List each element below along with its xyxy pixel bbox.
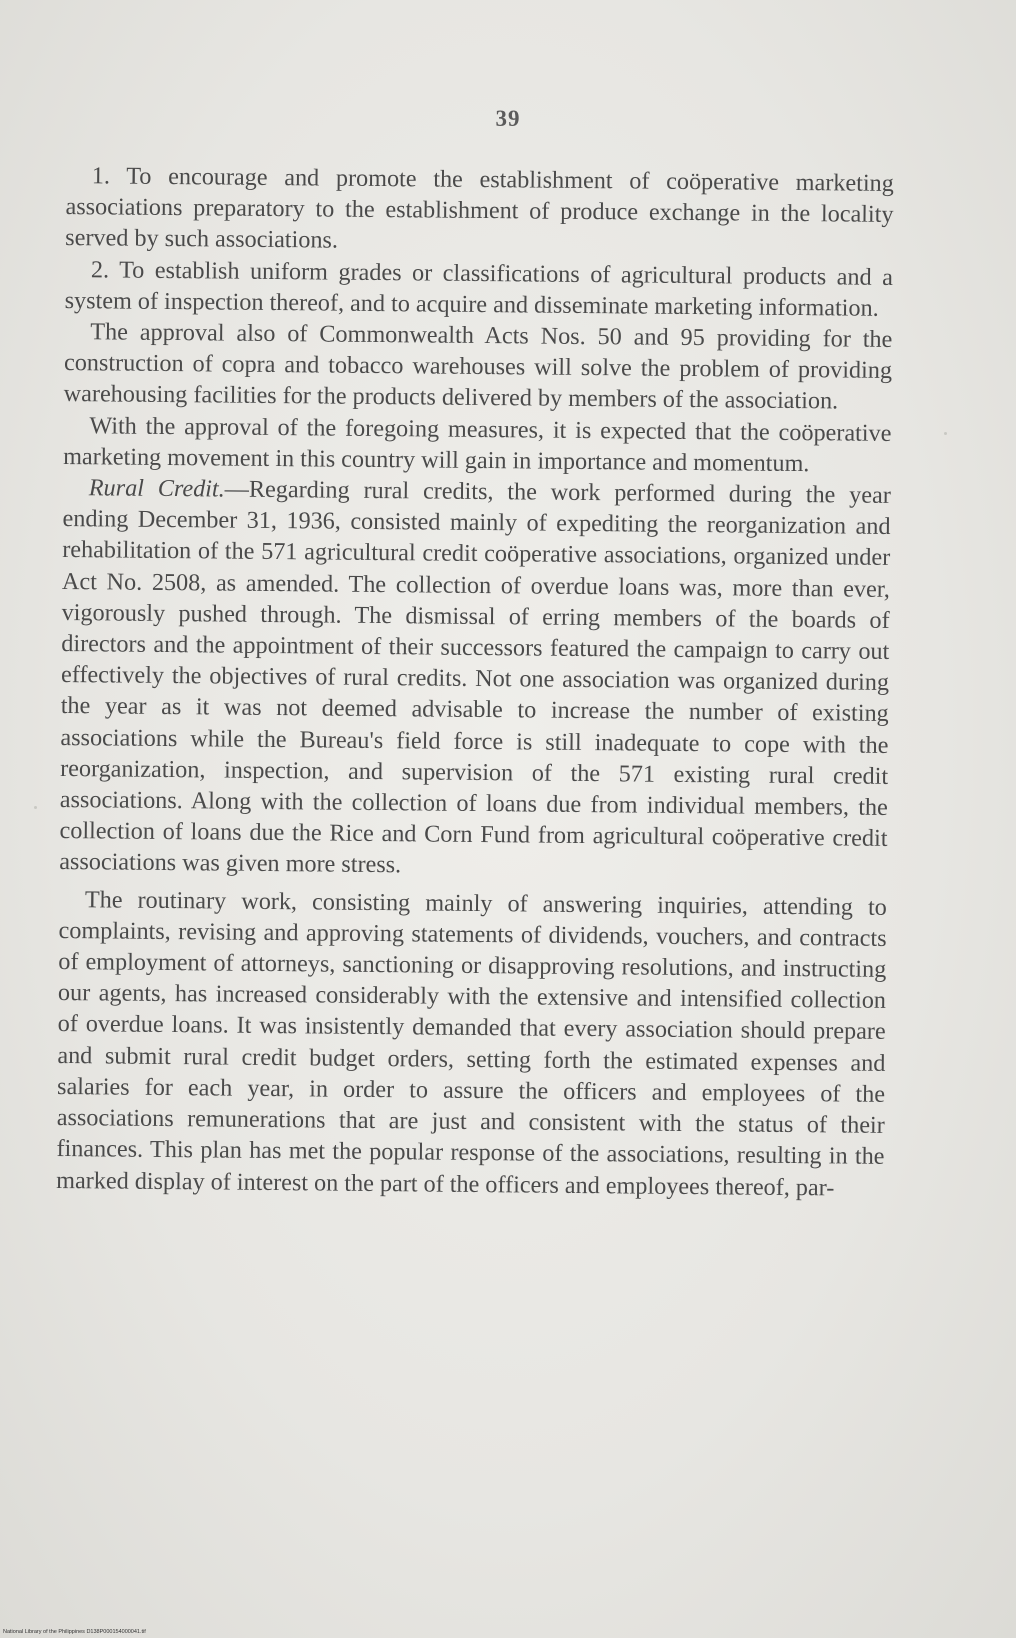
paragraph-foregoing-measures: With the approval of the foregoing measures, it is expected that the coöperative marketing movement in this country will gain in importance and momentum. xyxy=(63,411,892,477)
rural-credit-text: —Regarding rural credits, the work performed during the year ending December 31, 1936, consisted mainly of expediting the reorganization and rehabilitation of the 571 agricultural credit coöperative associations, organized under Act No. 2508, as amended. The collection of overdue loans was, more than ever, vigorously pushed through. The dismissal of erring members of the boards of directors and the appointment of their successors featured the campaign to carry out effectively the objectives of rural credits. Not one association was organized during the year as it was not deemed advisable to increase the number of existing associations while the Bureau's field force is still inadequate to cope with the reorganization, inspection, and supervision of the 571 existing rural credit associations. Along with the collection of loans due from individual members, the collection of loans due the Rice and Corn Fund from agricultural coöperative credit associations was given more stress. xyxy=(59,475,891,879)
paragraph-item-1: 1. To encourage and promote the establishment of coöperative marketing associations preparatory to the establishment of produce exchange in the locality served by such associations. xyxy=(65,162,894,255)
library-footer: National Library of the Philippines D138P000154000041.tif xyxy=(3,1629,146,1635)
paragraph-rural-credit xyxy=(59,472,891,886)
rural-credit-heading: Rural Credit. xyxy=(88,474,225,503)
paragraph-commonwealth-acts: The approval also of Commonwealth Acts Nos. 50 and 95 providing for the construction of copra and tobacco warehouses will solve the problem of providing warehousing facilities for the products delivered by members of the association. xyxy=(63,318,893,415)
paragraph-routinary-work: The routinary work, consisting mainly of answering inquiries, attending to complaints, revising and approving statements of dividends, vouchers, and contracts of employment of attorneys, sanctioning or disapproving resolutions, and instructing our agents, has increased considerably with the extensive and intensified collection of overdue loans. It was insistently demanded that every association should prepare and submit rural credit budget orders, setting forth the estimated expenses and salaries for each year, in order to assure the officers and employees of the associations remunerations that are just and consistent with the status of their finances. This plan has met the popular response of the associations, resulting in the marked display of interest on the part of the officers and employees thereof, par- xyxy=(56,885,887,1201)
page-number: 39 xyxy=(495,106,521,131)
scan-speck xyxy=(944,432,947,435)
paragraph-item-2: 2. To establish uniform grades or classifications of agricultural products and a system of inspection thereof, and to acquire and disseminate marketing information. xyxy=(64,255,894,322)
scan-speck xyxy=(34,806,37,809)
body-text xyxy=(56,160,894,1204)
